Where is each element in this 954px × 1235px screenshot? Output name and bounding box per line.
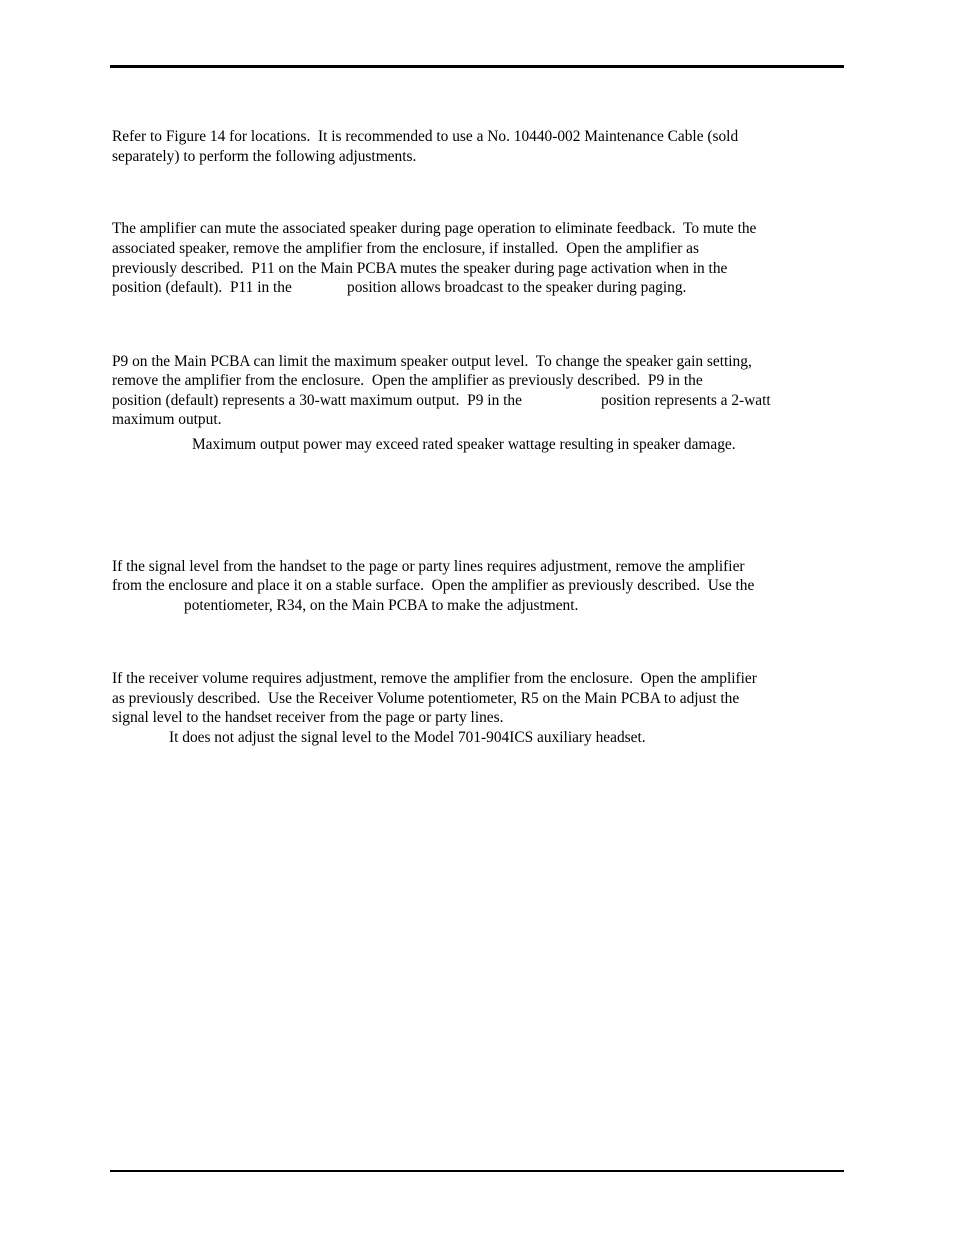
text-line: separately) to perform the following adjustments.: [112, 148, 417, 165]
text-line: Refer to Figure 14 for locations. It is recommended to use a No. 10440-002 Maintenance Cable (sold: [112, 128, 739, 145]
text-line: previously described. P11 on the Main PCBA mutes the speaker during page activation when in the: [112, 260, 728, 277]
text-line: P9 on the Main PCBA can limit the maximum speaker output level. To change the speaker gain setting,: [112, 353, 752, 370]
text-line: potentiometer, R34, on the Main PCBA to make the adjustment.: [184, 597, 579, 614]
text-line: position (default). P11 in the: [112, 279, 292, 296]
note-text: It does not adjust the signal level to the Model 701-904ICS auxiliary headset.: [169, 729, 646, 746]
text-line: The amplifier can mute the associated speaker during page operation to eliminate feedback. To mute the: [112, 220, 757, 237]
text-line: If the receiver volume requires adjustment, remove the amplifier from the enclosure. Open the amplifier: [112, 670, 757, 687]
text-line: position represents a 2-watt: [601, 392, 771, 409]
text-line: signal level to the handset receiver from the page or party lines.: [112, 709, 504, 726]
header-rule: [110, 65, 844, 68]
caution-text: Maximum output power may exceed rated speaker wattage resulting in speaker damage.: [192, 436, 736, 453]
text-line: position allows broadcast to the speaker during paging.: [347, 279, 687, 296]
text-line: position (default) represents a 30-watt maximum output. P9 in the: [112, 392, 522, 409]
text-line: associated speaker, remove the amplifier from the enclosure, if installed. Open the amplifier as: [112, 240, 700, 257]
footer-rule: [110, 1170, 844, 1172]
text-line: as previously described. Use the Receiver Volume potentiometer, R5 on the Main PCBA to adjust the: [112, 690, 740, 707]
text-line: remove the amplifier from the enclosure. Open the amplifier as previously described. P9 in the: [112, 372, 703, 389]
text-line: If the signal level from the handset to the page or party lines requires adjustment, remove the amplifier: [112, 558, 745, 575]
text-line: from the enclosure and place it on a stable surface. Open the amplifier as previously described. Use the: [112, 577, 755, 594]
text-line: maximum output.: [112, 411, 222, 428]
